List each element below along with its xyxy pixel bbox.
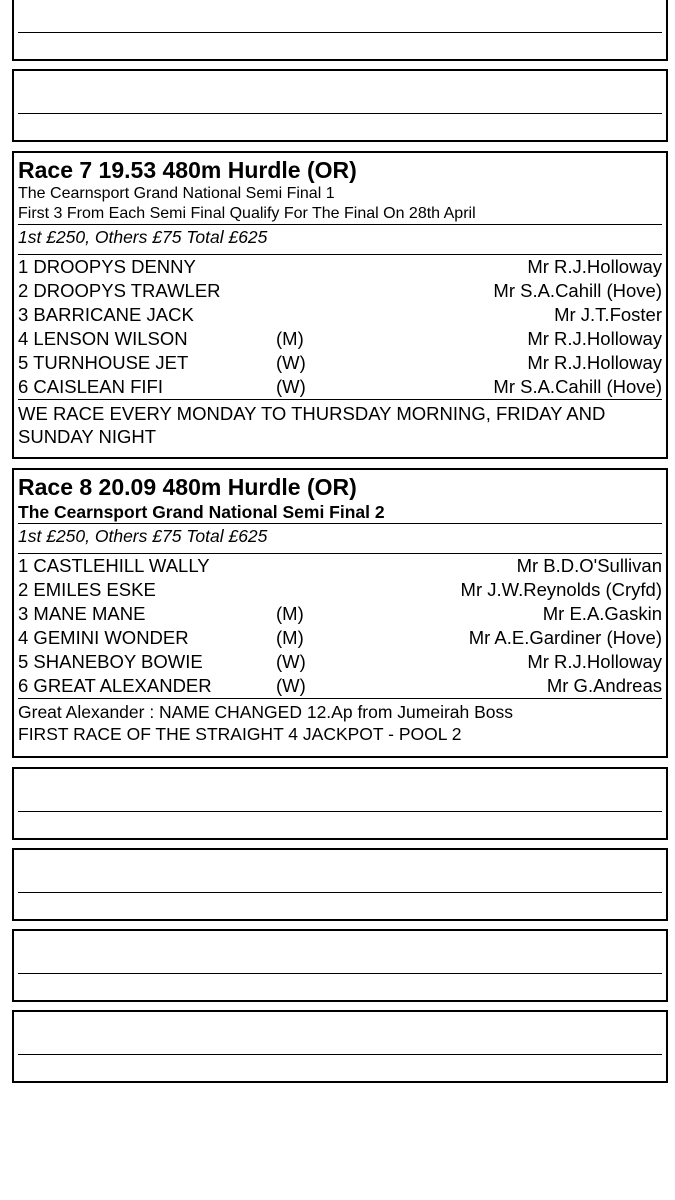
- runner-name: 1 CASTLEHILL WALLY: [18, 555, 210, 576]
- runner-trainer: Mr B.D.O'Sullivan: [516, 555, 662, 576]
- race-prize: 1st £250, Others £75 Total £625: [18, 526, 268, 546]
- race-header: Race 7 19.53 480m Hurdle (OR): [18, 157, 357, 183]
- divider: [18, 523, 662, 524]
- race-jackpot-note: FIRST RACE OF THE STRAIGHT 4 JACKPOT - POOL 2: [18, 724, 462, 744]
- divider: [18, 973, 662, 974]
- runner-row: [18, 650, 662, 674]
- runner-trainer: Mr J.T.Foster: [554, 304, 662, 325]
- race-card-8: [12, 468, 668, 758]
- runner-trainer: Mr R.J.Holloway: [527, 651, 662, 672]
- runner-name: 3 BARRICANE JACK: [18, 304, 194, 325]
- runner-name: 6 CAISLEAN FIFI: [18, 376, 163, 397]
- divider: [18, 892, 662, 893]
- runner-name: 5 SHANEBOY BOWIE: [18, 651, 203, 672]
- runner-trainer: Mr S.A.Cahill (Hove): [493, 376, 662, 397]
- race-prize: 1st £250, Others £75 Total £625: [18, 227, 268, 247]
- empty-race-card-6: [12, 1010, 668, 1083]
- race-note: Great Alexander : NAME CHANGED 12.Ap from Jumeirah Boss: [18, 702, 514, 722]
- runner-row: [18, 602, 662, 626]
- runner-row: [18, 351, 662, 375]
- runner-trainer: Mr R.J.Holloway: [527, 256, 662, 277]
- runner-row: [18, 674, 662, 698]
- runner-tag: (W): [276, 376, 306, 397]
- runner-row: [18, 255, 662, 279]
- divider: [18, 1054, 662, 1055]
- race-qualify-note: First 3 From Each Semi Final Qualify For The Final On 28th April: [18, 205, 476, 222]
- empty-race-card-4: [12, 848, 668, 921]
- runner-row: [18, 375, 662, 399]
- race-header: Race 8 20.09 480m Hurdle (OR): [18, 474, 357, 500]
- runner-name: 4 LENSON WILSON: [18, 328, 188, 349]
- runner-list: [14, 255, 666, 399]
- empty-race-card-5: [12, 929, 668, 1002]
- divider: [18, 224, 662, 225]
- runner-trainer: Mr A.E.Gardiner (Hove): [468, 627, 662, 648]
- runner-name: 5 TURNHOUSE JET: [18, 352, 189, 373]
- runner-name: 6 GREAT ALEXANDER: [18, 675, 212, 696]
- divider: [18, 113, 662, 114]
- runner-trainer: Mr E.A.Gaskin: [542, 603, 662, 624]
- runner-row: [18, 327, 662, 351]
- runner-row: [18, 554, 662, 578]
- runner-trainer: Mr G.Andreas: [546, 675, 662, 696]
- runner-name: 3 MANE MANE: [18, 603, 146, 624]
- empty-race-card-2: [12, 69, 668, 142]
- race-subtitle: The Cearnsport Grand National Semi Final 1: [18, 185, 335, 202]
- race-subtitle: The Cearnsport Grand National Semi Final 2: [18, 502, 385, 522]
- runner-name: 1 DROOPYS DENNY: [18, 256, 196, 277]
- runner-row: [18, 279, 662, 303]
- runner-tag: (M): [276, 328, 304, 349]
- runner-name: 2 EMILES ESKE: [18, 579, 156, 600]
- runner-row: [18, 303, 662, 327]
- runner-name: 4 GEMINI WONDER: [18, 627, 189, 648]
- runner-row: [18, 626, 662, 650]
- runner-trainer: Mr J.W.Reynolds (Cryfd): [460, 579, 662, 600]
- race-card-7: [12, 151, 668, 459]
- empty-race-card-1: [12, 0, 668, 61]
- race-note: WE RACE EVERY MONDAY TO THURSDAY MORNING, FRIDAY AND SUNDAY NIGHT: [18, 403, 606, 447]
- runner-trainer: Mr R.J.Holloway: [527, 328, 662, 349]
- runner-tag: (M): [276, 603, 304, 624]
- divider: [18, 399, 662, 400]
- runner-tag: (M): [276, 627, 304, 648]
- runner-tag: (W): [276, 352, 306, 373]
- runner-tag: (W): [276, 651, 306, 672]
- divider: [18, 811, 662, 812]
- runner-tag: (W): [276, 675, 306, 696]
- runner-trainer: Mr R.J.Holloway: [527, 352, 662, 373]
- runner-trainer: Mr S.A.Cahill (Hove): [493, 280, 662, 301]
- runner-list: [14, 554, 666, 698]
- runner-row: [18, 578, 662, 602]
- empty-race-card-3: [12, 767, 668, 840]
- runner-name: 2 DROOPYS TRAWLER: [18, 280, 221, 301]
- divider: [18, 698, 662, 699]
- divider: [18, 32, 662, 33]
